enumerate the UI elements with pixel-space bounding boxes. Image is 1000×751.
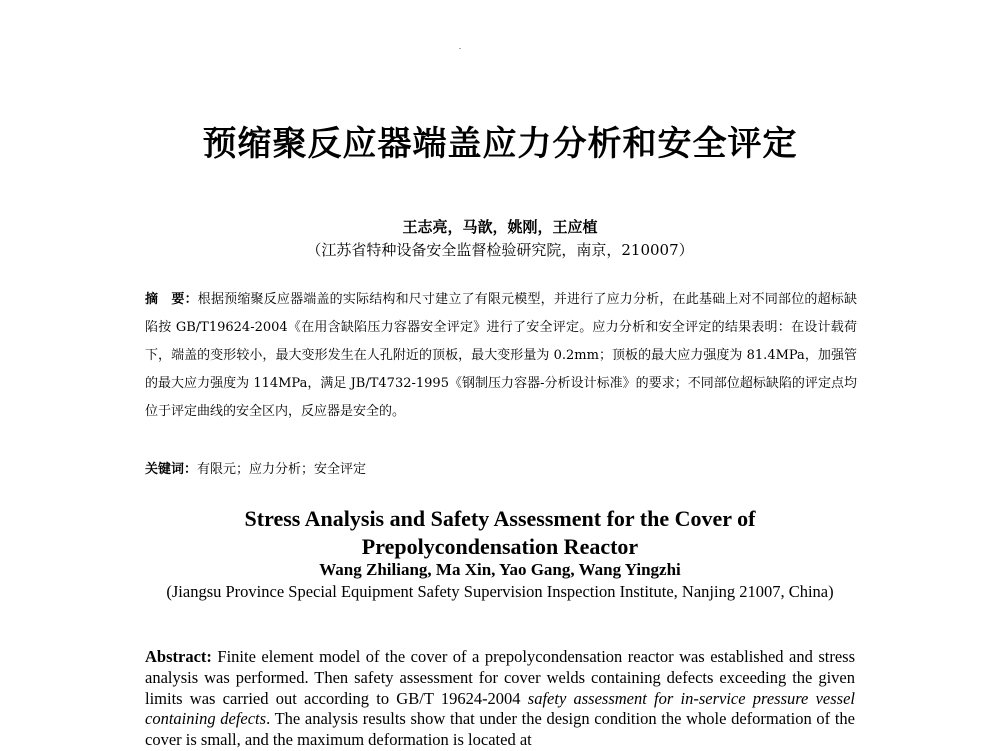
chinese-keywords-text: 有限元；应力分析；安全评定 — [197, 462, 367, 477]
english-title — [0, 505, 1000, 561]
chinese-title: 预缩聚反应器端盖应力分析和安全评定 — [202, 124, 798, 164]
scan-speck — [459, 48, 461, 49]
english-title-text: Stress Analysis and Safety Assessment for the Cover of Prepolycondensation Reactor — [244, 506, 756, 559]
english-abstract-text-1: Finite element model of the cover of a prepolycondensation reactor was established and stress analysis was performed. Then safety assessment for cover welds containing defects exceeding the given limits was carried out according to GB/T 19624-2004 — [145, 647, 855, 708]
chinese-abstract-label: 摘 要： — [145, 292, 198, 307]
chinese-affiliation: （江苏省特种设备安全监督检验研究院，南京，210007） — [306, 241, 694, 259]
english-authors: Wang Zhiliang, Ma Xin, Yao Gang, Wang Yingzhi — [319, 560, 681, 579]
english-abstract — [145, 647, 855, 751]
english-abstract-standard-title: safety assessment for in-service pressure vessel containing defects — [145, 688, 855, 729]
chinese-keywords — [145, 458, 366, 477]
chinese-keywords-label: 关键词： — [145, 462, 198, 477]
english-abstract-label: Abstract: — [145, 647, 212, 666]
chinese-abstract — [145, 286, 857, 426]
english-abstract-text-2: . The analysis results show that under the design condition the whole deformation of the cover is small, and the maximum deformation is located at — [145, 709, 856, 750]
chinese-authors: 王志亮，马歆，姚刚，王应植 — [402, 218, 598, 236]
chinese-abstract-text: 根据预缩聚反应器端盖的实际结构和尺寸建立了有限元模型，并进行了应力分析，在此基础上对不同部位的超标缺陷按 GB/T19624-2004《在用含缺陷压力容器安全评定》进行了安全评定。应力分析和安全评定的结果表明：在设计载荷下，端盖的变形较小，最大变形发生在人孔附近的顶板，最大变形量为 0.2mm；顶板的最大应力强度为 81.4MPa，加强管的最大应力强度为 114MPa，满足 JB/T4732-1995《钢制压力容器-分析设计标准》的要求；不同部位超标缺陷的评定点均位于评定曲线的安全区内，反应器是安全的。 — [145, 292, 857, 419]
english-affiliation: (Jiangsu Province Special Equipment Safety Supervision Inspection Institute, Nanjing 21007, China) — [166, 582, 834, 601]
